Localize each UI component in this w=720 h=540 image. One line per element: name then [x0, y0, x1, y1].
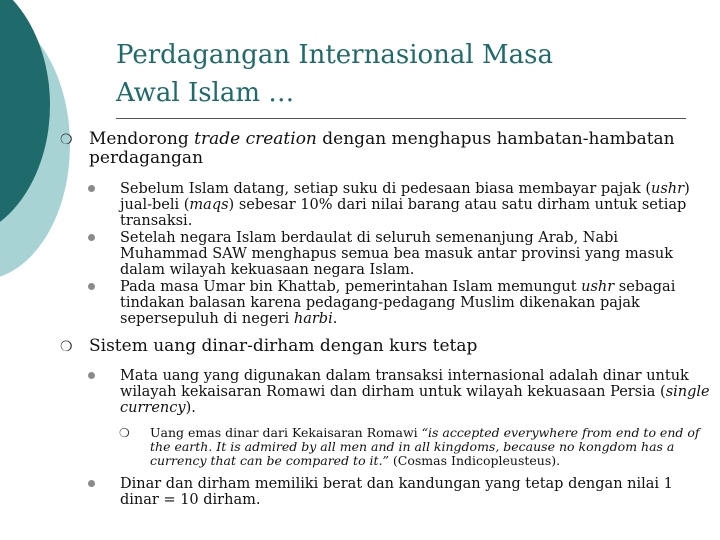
quote-c: (Cosmas Indicopleusteus).	[388, 453, 561, 468]
dot-bullet-icon	[88, 185, 95, 192]
sub-1-1-c: ) jual-beli (	[120, 181, 690, 213]
sub-sub-bullet-2-1-1	[60, 426, 710, 468]
sub-2-1-b: single currency	[120, 384, 710, 416]
sub-1-3-c: sebagai tindakan balasan karena pedagang-pedagang Muslim dikenakan pajak sepersepuluh di negeri	[120, 279, 676, 327]
sub-1-3-a: Pada masa Umar bin Khattab, pemerintahan Islam memungut	[120, 279, 582, 295]
circle-bullet-icon: ❍	[60, 339, 73, 355]
bullet-point-2	[60, 337, 710, 356]
sub-1-1-b: ushr	[651, 181, 685, 197]
dot-bullet-icon	[88, 234, 95, 241]
sub-bullet-2-2	[60, 476, 710, 508]
sub-1-2-a: Setelah negara Islam berdaulat di seluruh semenanjung Arab, Nabi Muhammad SAW menghapus semua bea masuk antar provinsi yang masuk dalam wilayah kekuasaan negara Islam.	[120, 230, 674, 278]
sub-1-1-a: Sebelum Islam datang, setiap suku di pedesaan biasa membayar pajak (	[120, 181, 651, 197]
sub-bullet-2-1	[60, 368, 710, 416]
point-2-text: Sistem uang dinar-dirham dengan kurs tetap	[89, 336, 478, 356]
point-1-text-c: dengan menghapus hambatan-hambatan perdagangan	[89, 129, 675, 168]
slide-title	[116, 36, 676, 112]
title-line-2: Awal Islam …	[116, 78, 295, 108]
point-1-text-a: Mendorong	[89, 129, 195, 149]
sub-2-1-a: Mata uang yang digunakan dalam transaksi internasional adalah dinar untuk wilayah kekaisaran Romawi dan dirham untuk wilayah kekuasaan Persia (	[120, 368, 689, 400]
dot-bullet-icon	[88, 372, 95, 379]
bullet-point-1	[60, 130, 710, 168]
sub-2-2-a: Dinar dan dirham memiliki berat dan kandungan yang tetap dengan nilai 1 dinar = 10 dirham.	[120, 476, 673, 508]
sub-bullet-1-1	[60, 181, 710, 229]
dot-bullet-icon	[88, 283, 95, 290]
sub-1-1-d: maqs	[189, 197, 229, 213]
circle-bullet-icon: ❍	[60, 132, 73, 148]
sub-1-3-b: ushr	[581, 279, 615, 295]
slide-content	[60, 130, 710, 508]
sub-1-1-e: ) sebesar 10% dari nilai barang atau satu dirham untuk setiap transaksi.	[120, 197, 687, 229]
sub-bullet-1-3	[60, 279, 710, 327]
title-divider	[116, 118, 686, 119]
title-line-1: Perdagangan Internasional Masa	[116, 40, 553, 70]
sub-1-3-e: .	[332, 311, 338, 327]
sub-2-1-c: ).	[185, 400, 196, 416]
quote-a: Uang emas dinar dari Kekaisaran Romawi	[150, 425, 422, 440]
dot-bullet-icon	[88, 480, 95, 487]
quote-b: “is accepted everywhere from end to end of the earth. It is admired by all men and in all kingdoms, because no kongdom has a currency that can be compared to it.”	[150, 425, 700, 468]
sub-bullet-1-2	[60, 230, 710, 278]
point-1-text-b: trade creation	[194, 129, 317, 149]
circle-bullet-icon: ❍	[119, 426, 130, 440]
sub-1-3-d: harbi	[293, 311, 333, 327]
